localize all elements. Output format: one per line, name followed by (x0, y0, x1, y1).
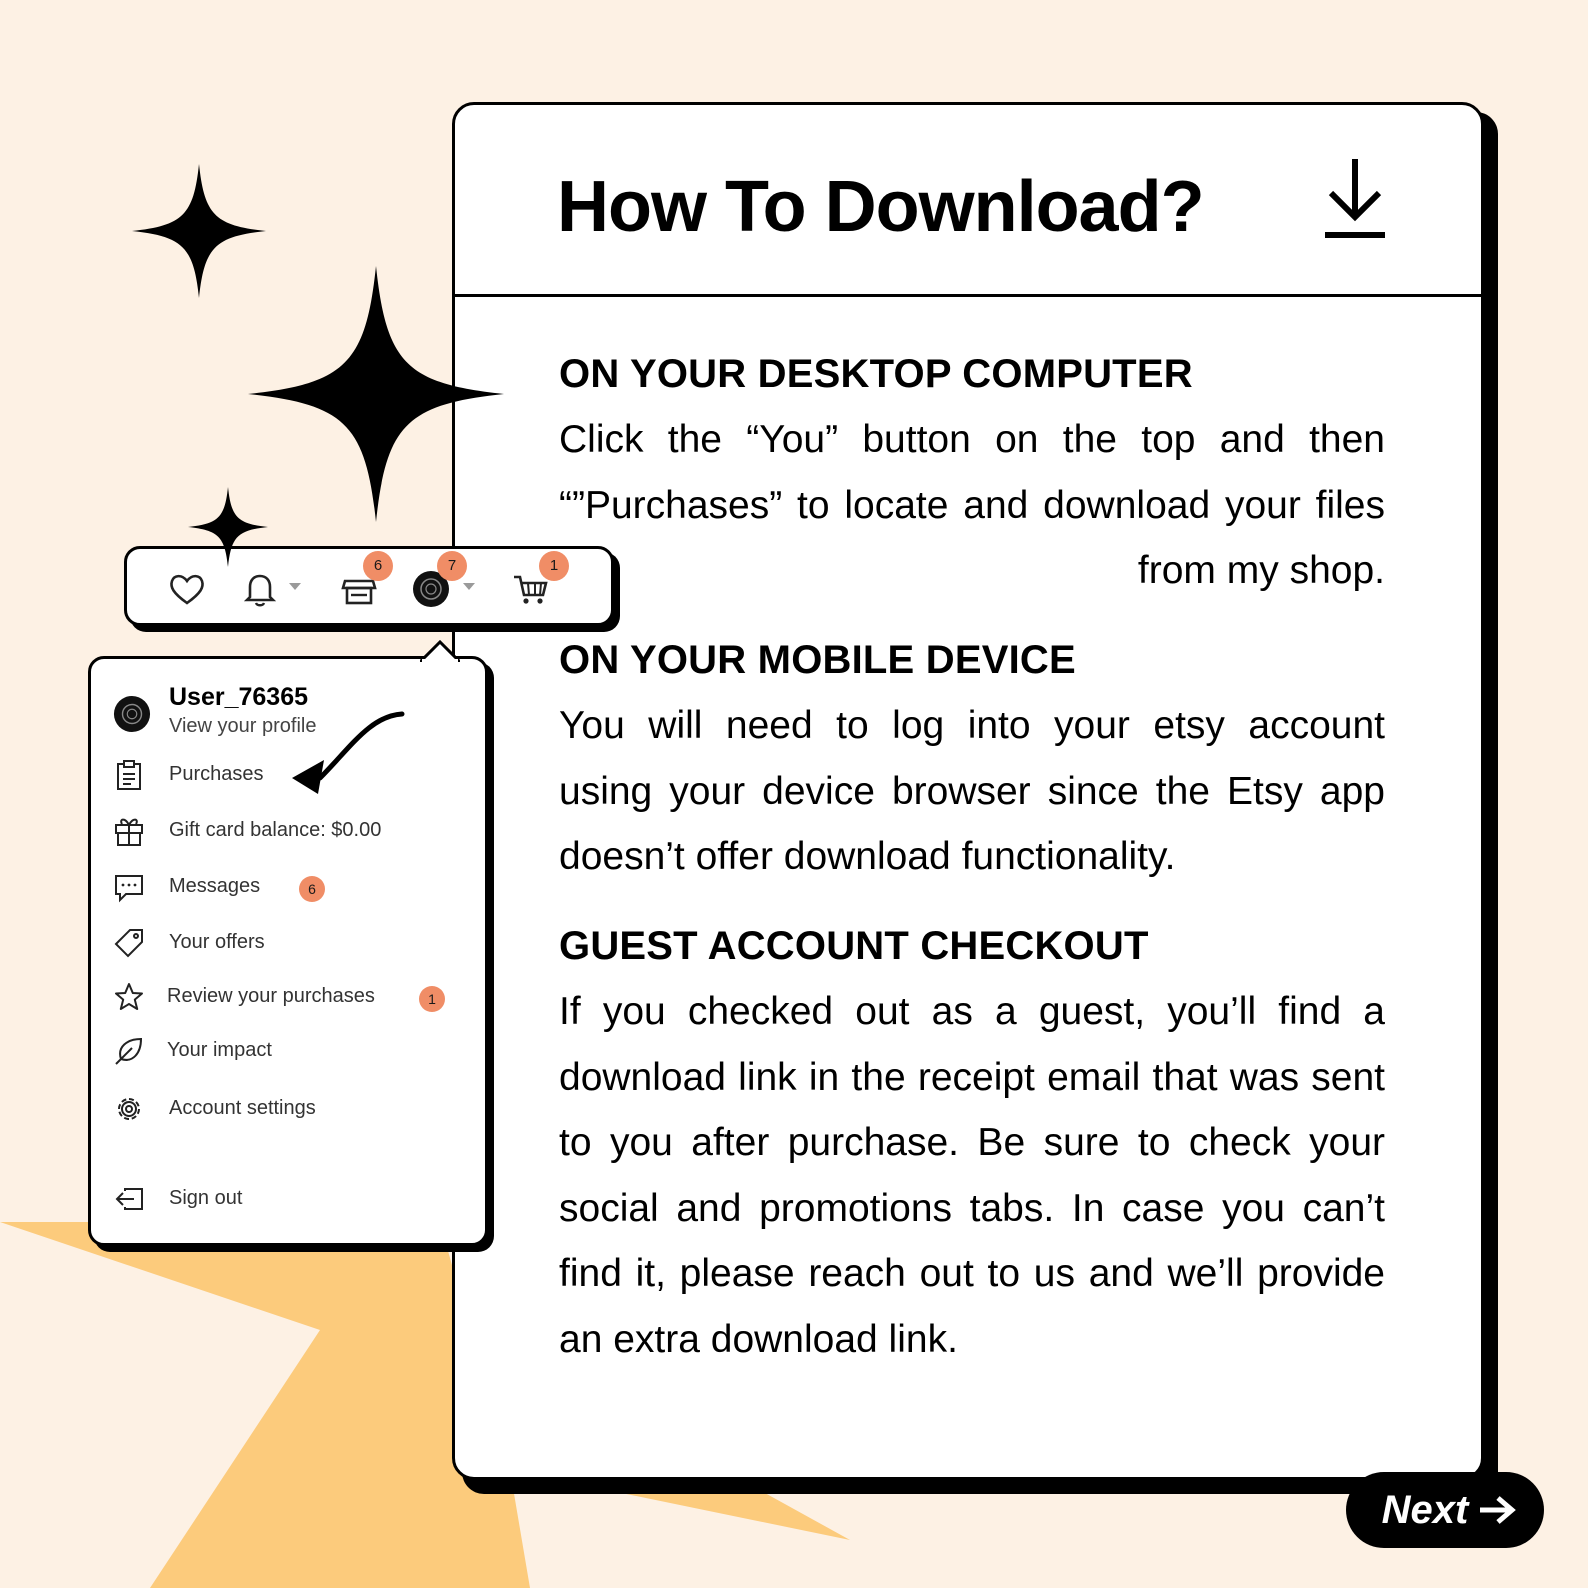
menu-item-label: Your offers (169, 931, 265, 953)
section-desktop (559, 351, 1385, 604)
menu-item-label: Your impact (167, 1039, 272, 1061)
pointer-arrow-icon (290, 708, 410, 798)
section-heading: ON YOUR MOBILE DEVICE (559, 638, 1076, 682)
chevron-down-icon[interactable] (463, 583, 475, 590)
view-profile-link[interactable]: View your profile (169, 715, 317, 737)
tag-icon (113, 927, 145, 959)
clipboard-icon (113, 759, 145, 791)
section-body: You will need to log into your etsy account using your device browser since the Etsy app doesn’t offer download functionality. (559, 704, 1385, 878)
gear-icon (113, 1093, 145, 1125)
you-badge: 7 (437, 551, 467, 581)
section-mobile (559, 637, 1385, 890)
sparkle-icon (132, 156, 266, 306)
cart-badge: 1 (539, 551, 569, 581)
gift-icon (113, 815, 145, 847)
chevron-down-icon[interactable] (289, 583, 301, 590)
bell-icon[interactable] (240, 569, 280, 609)
instructions-card (452, 102, 1484, 1480)
next-button[interactable] (1346, 1472, 1544, 1548)
sparkle-icon (248, 252, 504, 536)
user-name[interactable]: User_76365 (169, 683, 309, 711)
card-title: How To Download? (557, 167, 1204, 247)
menu-item-label: Account settings (169, 1097, 316, 1119)
section-body: If you checked out as a guest, you’ll find a download link in the receipt email that was sent to you after purchase. Be sure to check your social and promotions tabs. In case you can’t find it, please reach out to us and we’ll provide an extra download link. (559, 990, 1385, 1361)
leaf-icon (113, 1035, 145, 1067)
menu-item-label: Gift card balance: $0.00 (169, 819, 382, 841)
section-heading: ON YOUR DESKTOP COMPUTER (559, 352, 1193, 396)
arrow-right-icon (1478, 1495, 1516, 1525)
menu-item-label: Messages (169, 875, 261, 897)
sign-out-icon (113, 1183, 145, 1215)
heart-icon[interactable] (167, 569, 207, 609)
section-heading: GUEST ACCOUNT CHECKOUT (559, 924, 1149, 968)
star-icon (113, 981, 145, 1013)
review-badge: 1 (419, 986, 445, 1012)
section-body: Click the “You” button on the top and then “”Purchases” to locate and download your files from my shop. (559, 418, 1385, 592)
section-guest (559, 923, 1385, 1372)
menu-item-label: Purchases (169, 763, 264, 785)
menu-item-label: Sign out (169, 1187, 243, 1209)
message-icon (113, 871, 145, 903)
messages-badge: 6 (299, 876, 325, 902)
menu-notch (420, 640, 460, 662)
shop-badge: 6 (363, 551, 393, 581)
next-button-label: Next (1381, 1487, 1469, 1532)
menu-item-label: Review your purchases (167, 985, 375, 1007)
sparkle-icon (188, 484, 268, 570)
card-header (455, 105, 1481, 297)
avatar-icon[interactable] (113, 695, 151, 733)
account-dropdown-menu (88, 656, 488, 1246)
download-icon (1323, 155, 1387, 241)
